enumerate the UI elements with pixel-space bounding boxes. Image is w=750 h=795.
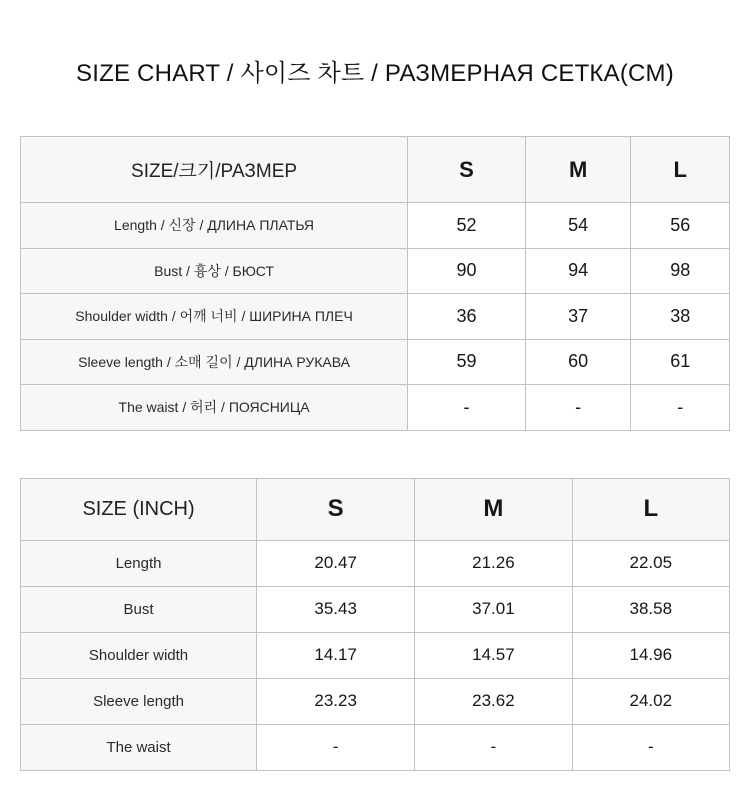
cm-row-label-shoulder: Shoulder width / 어깨 너비 / ШИРИНА ПЛЕЧ: [21, 294, 408, 340]
inch-shoulder-m: 14.57: [415, 632, 572, 678]
table-row: [21, 294, 730, 340]
cm-shoulder-l: 38: [631, 294, 730, 340]
cm-waist-s: -: [408, 385, 526, 431]
cm-shoulder-s: 36: [408, 294, 526, 340]
cm-row-label-bust: Bust / 흉상 / БЮСТ: [21, 248, 408, 294]
inch-sleeve-m: 23.62: [415, 678, 572, 724]
cm-length-l: 56: [631, 203, 730, 249]
inch-shoulder-l: 14.96: [572, 632, 729, 678]
cm-header-label: SIZE/크기/РАЗМЕР: [21, 137, 408, 203]
inch-header-size-s: S: [257, 478, 415, 540]
cm-header-size-m: M: [525, 137, 631, 203]
inch-length-m: 21.26: [415, 540, 572, 586]
table-row: [21, 632, 730, 678]
inch-bust-l: 38.58: [572, 586, 729, 632]
inch-row-label-waist: The waist: [21, 724, 257, 770]
inch-row-label-sleeve: Sleeve length: [21, 678, 257, 724]
inch-waist-l: -: [572, 724, 729, 770]
inch-length-s: 20.47: [257, 540, 415, 586]
cm-sleeve-s: 59: [408, 339, 526, 385]
cm-shoulder-m: 37: [525, 294, 631, 340]
page-title: SIZE CHART / 사이즈 차트 / РАЗМЕРНАЯ СЕТКА(CM): [76, 60, 674, 87]
inch-bust-m: 37.01: [415, 586, 572, 632]
table-row: [21, 339, 730, 385]
cm-bust-m: 94: [525, 248, 631, 294]
inch-waist-m: -: [415, 724, 572, 770]
table-row: [21, 248, 730, 294]
inch-sleeve-s: 23.23: [257, 678, 415, 724]
inch-bust-s: 35.43: [257, 586, 415, 632]
cm-sleeve-m: 60: [525, 339, 631, 385]
inch-length-l: 22.05: [572, 540, 729, 586]
inch-header-row: [21, 478, 730, 540]
inch-row-label-length: Length: [21, 540, 257, 586]
table-row: [21, 385, 730, 431]
cm-header-size-l: L: [631, 137, 730, 203]
table-row: [21, 540, 730, 586]
cm-bust-l: 98: [631, 248, 730, 294]
inch-header-size-m: M: [415, 478, 572, 540]
inch-header-size-l: L: [572, 478, 729, 540]
inch-waist-s: -: [257, 724, 415, 770]
size-table-cm: [20, 136, 730, 431]
table-row: [21, 724, 730, 770]
cm-sleeve-l: 61: [631, 339, 730, 385]
inch-row-label-bust: Bust: [21, 586, 257, 632]
size-table-inch: [20, 478, 730, 771]
table-row: [21, 678, 730, 724]
table-row: [21, 203, 730, 249]
inch-row-label-shoulder: Shoulder width: [21, 632, 257, 678]
inch-header-label: SIZE (INCH): [21, 478, 257, 540]
cm-row-label-length: Length / 신장 / ДЛИНА ПЛАТЬЯ: [21, 203, 408, 249]
inch-sleeve-l: 24.02: [572, 678, 729, 724]
cm-header-row: [21, 137, 730, 203]
cm-row-label-sleeve: Sleeve length / 소매 길이 / ДЛИНА РУКАВА: [21, 339, 408, 385]
table-row: [21, 586, 730, 632]
cm-bust-s: 90: [408, 248, 526, 294]
inch-shoulder-s: 14.17: [257, 632, 415, 678]
cm-row-label-waist: The waist / 허리 / ПОЯСНИЦА: [21, 385, 408, 431]
cm-length-s: 52: [408, 203, 526, 249]
cm-waist-l: -: [631, 385, 730, 431]
cm-waist-m: -: [525, 385, 631, 431]
cm-length-m: 54: [525, 203, 631, 249]
cm-header-size-s: S: [408, 137, 526, 203]
